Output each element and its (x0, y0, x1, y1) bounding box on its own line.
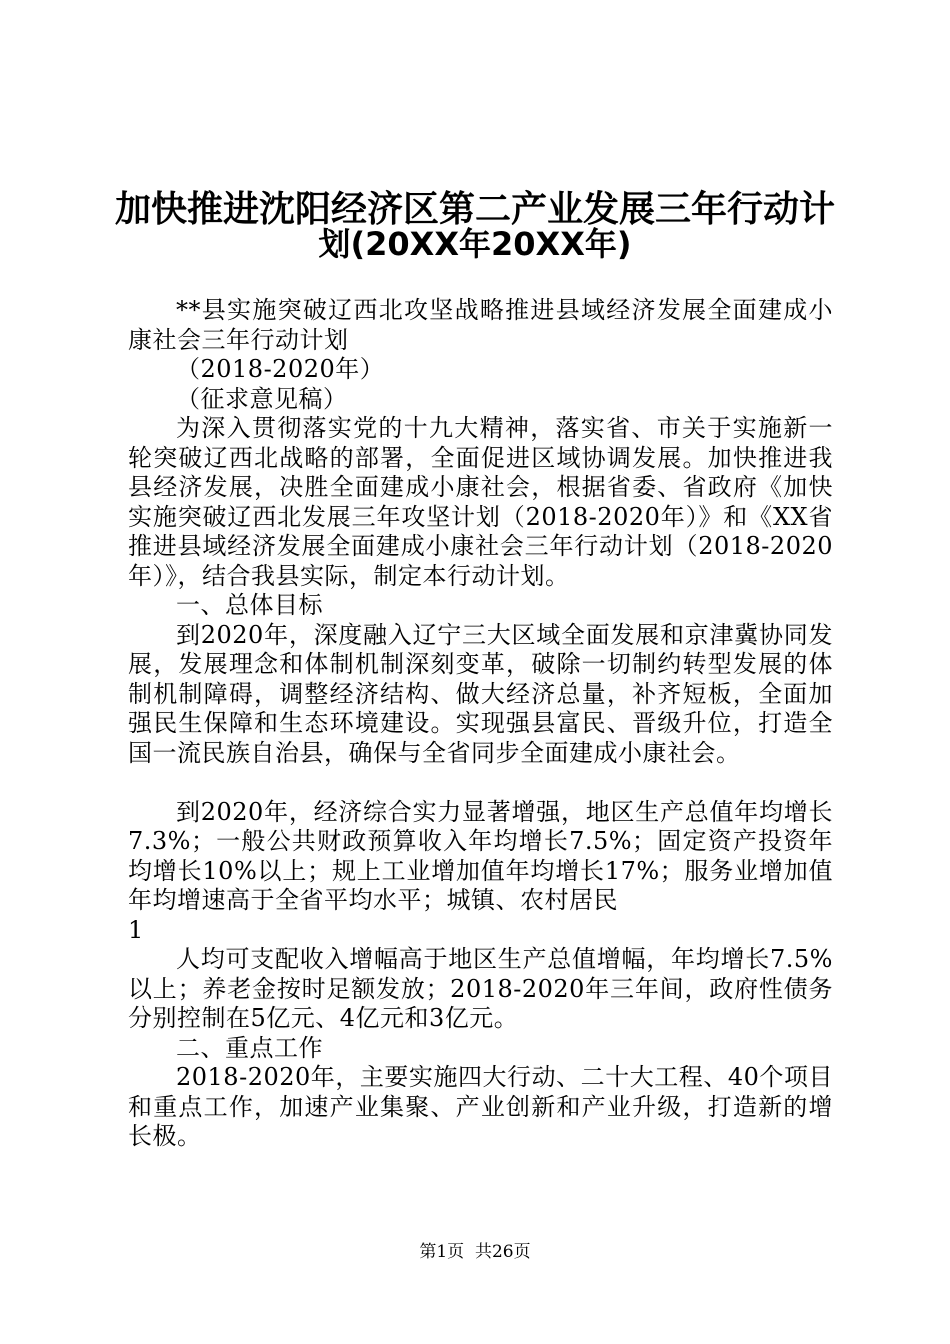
paragraph-plan-years: （2018-2020年） (176, 355, 385, 383)
inline-page-number: 1 (128, 915, 144, 944)
document-title-line-2: 划(20XX年20XX年) (318, 225, 632, 263)
paragraph-draft-note: （征求意见稿） (176, 384, 348, 413)
paragraph-goals-overview: 到2020年，深度融入辽宁三大区域全面发展和京津冀协同发展，发展理念和体制机制深刻变革，破除一切制约转型发展的体制机制障碍，调整经济结构、做大经济总量，补齐短板，全面加强民生保障和生态环境建设。实现强县富民、晋级升位，打造全国一流民族自治县，确保与全省同步全面建成小康社会。 (128, 620, 833, 767)
document-title-line-1: 加快推进沈阳经济区第二产业发展三年行动计 (114, 189, 835, 230)
paragraph-goals-targets-continued: 人均可支配收入增幅高于地区生产总值增幅，年均增长7.5%以上；养老金按时足额发放；2018-2020年三年间，政府性债务分别控制在5亿元、4亿元和3亿元。 (128, 945, 833, 1032)
paragraph-preamble: 为深入贯彻落实党的十九大精神，落实省、市关于实施新一轮突破辽西北战略的部署，全面促进区域协调发展。加快推进我县经济发展，决胜全面建成小康社会，根据省委、省政府《加快实施突破辽西北发展三年攻坚计划（2018-2020年）》和《XX省推进县域经济发展全面建成小康社会三年行动计划（2018-2020年）》，结合我县实际，制定本行动计划。 (128, 414, 833, 590)
paragraph-plan-name: **县实施突破辽西北攻坚战略推进县域经济发展全面建成小康社会三年行动计划 (128, 296, 833, 354)
document-body (128, 296, 833, 1152)
section-heading-key-work: 二、重点工作 (176, 1033, 323, 1062)
paragraph-key-work: 2018-2020年，主要实施四大行动、二十大工程、40个项目和重点工作，加速产业集聚、产业创新和产业升级，打造新的增长极。 (128, 1063, 833, 1150)
blank-line (128, 768, 833, 798)
section-heading-overall-goals: 一、总体目标 (176, 591, 323, 619)
page-footer (0, 1240, 950, 1264)
paragraph-goals-targets: 到2020年，经济综合实力显著增强，地区生产总值年均增长7.3%；一般公共财政预算收入年均增长7.5%；固定资产投资年均增长10%以上；规上工业增加值年均增长17%；服务业增加值年均增速高于全省平均水平；城镇、农村居民 (128, 797, 833, 914)
page-number-label: 第1页 共26页 (419, 1242, 531, 1262)
